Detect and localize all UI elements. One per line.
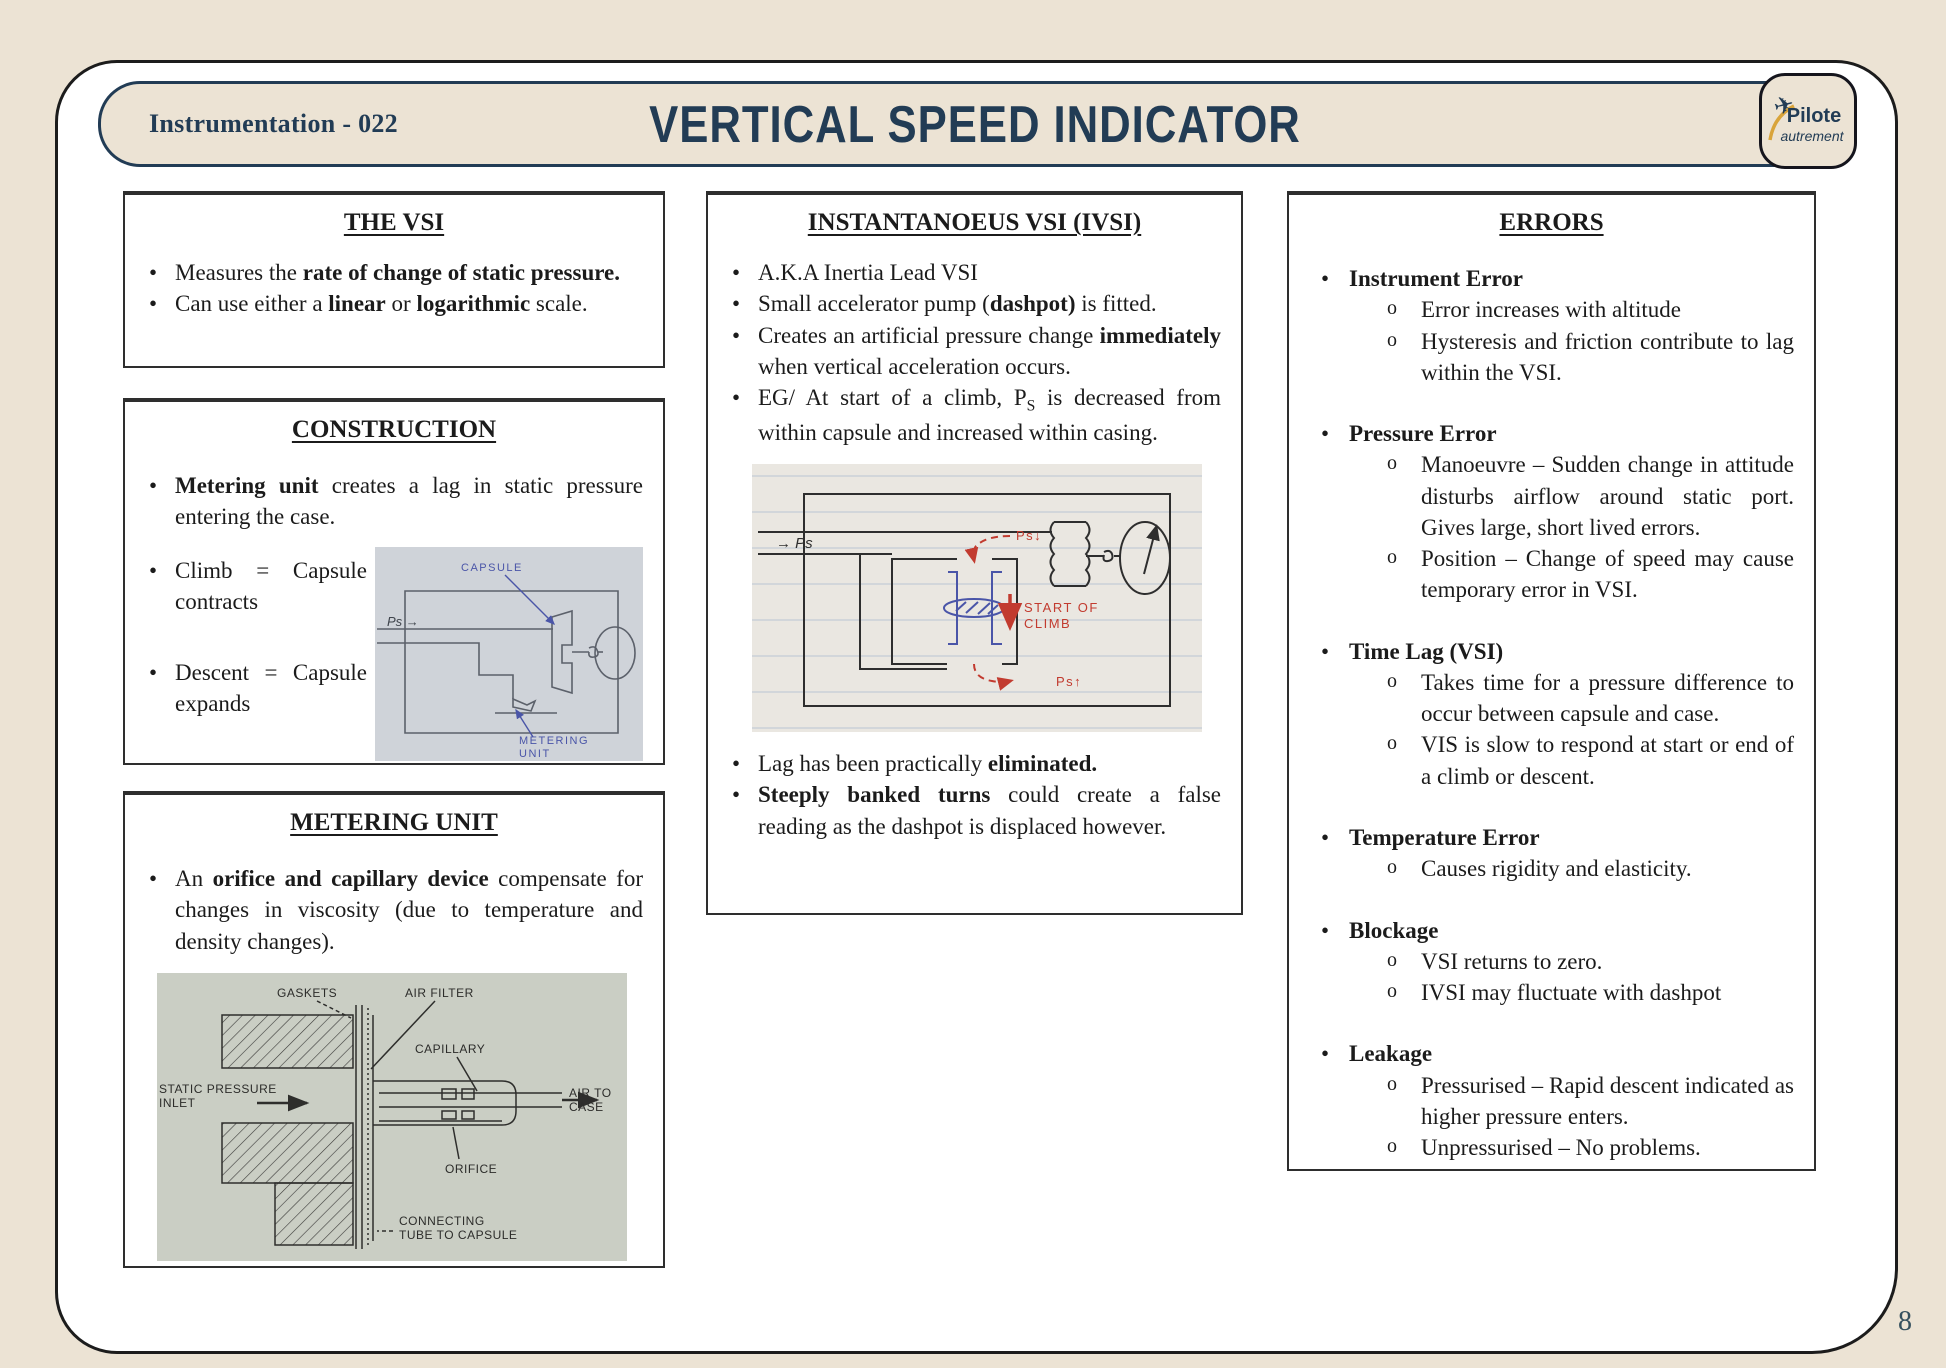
- error-group-head: • Time Lag (VSI): [1309, 636, 1794, 667]
- error-sub-item: o Position – Change of speed may cause temporary error in VSI.: [1309, 543, 1794, 606]
- page-title: VERTICAL SPEED INDICATOR: [649, 94, 1301, 154]
- ivsi-sketch-image: [752, 464, 1202, 732]
- orifice-label: ORIFICE: [445, 1161, 498, 1176]
- metering-unit-figure-image: [157, 973, 627, 1261]
- error-group-head: • Blockage: [1309, 915, 1794, 946]
- gaskets-label: GASKETS: [277, 985, 338, 1000]
- construction-text-col: [145, 547, 375, 761]
- error-group-head: • Temperature Error: [1309, 822, 1794, 853]
- course-code: Instrumentation - 022: [149, 109, 398, 138]
- ivsi-bullet-4: • EG/ At start of a climb, $P_S$ is decreased from within capsule and increased within casing.: [728, 382, 1221, 448]
- ps-in-label: → Ps: [776, 535, 813, 553]
- start-of-climb-label-2: CLIMB: [1024, 616, 1072, 632]
- construction-bullet-metering: • Metering unit creates a lag in static pressure entering the case.: [145, 470, 643, 533]
- vsi-bullet-2: • Can use either a linear or logarithmic scale.: [145, 288, 643, 319]
- metering-unit-label-2: UNIT: [519, 747, 551, 760]
- error-sub-item: o VIS is slow to respond at start or end of a climb or descent.: [1309, 729, 1794, 792]
- logo-badge: [1759, 73, 1857, 169]
- logo-line2: autrement: [1780, 128, 1844, 144]
- page-number: 8: [1898, 1306, 1912, 1337]
- error-group-leakage: [1309, 1038, 1794, 1163]
- metering-bullet: • An orifice and capillary device compensate for changes in viscosity (due to temperature and density changes).: [145, 863, 643, 957]
- ps-label: Ps →: [387, 613, 419, 629]
- error-group-instrument: [1309, 263, 1794, 388]
- capillary-label: CAPILLARY: [415, 1041, 486, 1056]
- box-the-vsi: [123, 191, 665, 368]
- box-errors: [1287, 191, 1816, 1171]
- error-sub-item: o Manoeuvre – Sudden change in attitude disturbs airflow around static port. Gives large, short lived errors.: [1309, 449, 1794, 543]
- box-metering-unit-title: METERING UNIT: [290, 809, 498, 836]
- box-ivsi-title: INSTANTANOEUS VSI (IVSI): [807, 209, 1142, 236]
- error-sub-item: o Takes time for a pressure difference to occur between capsule and case.: [1309, 667, 1794, 730]
- air-filter-label: AIR FILTER: [405, 985, 474, 1000]
- ivsi-bullet-6: • Steeply banked turns could create a false reading as the dashpot is displaced however.: [728, 779, 1221, 842]
- error-group-blockage: [1309, 915, 1794, 1009]
- page-title-wrap: [101, 94, 1849, 154]
- construction-sketch-image: [375, 547, 643, 761]
- metering-unit-label-1: METERING: [519, 734, 590, 747]
- error-group-head: • Leakage: [1309, 1038, 1794, 1069]
- ps-up-label: Ps↑: [1056, 674, 1083, 690]
- ivsi-bullet-5: • Lag has been practically eliminated.: [728, 748, 1221, 779]
- plane-icon: ✈: [1771, 90, 1798, 122]
- construction-content-row: [145, 547, 643, 761]
- box-the-vsi-title: THE VSI: [343, 209, 445, 236]
- header-bar: [98, 81, 1852, 167]
- connecting-label-1: CONNECTING: [399, 1213, 485, 1228]
- static-pressure-label-1: STATIC PRESSURE: [159, 1081, 277, 1096]
- vsi-bullet-1: • Measures the rate of change of static pressure.: [145, 257, 643, 288]
- box-construction-title: CONSTRUCTION: [291, 416, 497, 443]
- ivsi-bullet-2: • Small accelerator pump (dashpot) is fitted.: [728, 288, 1221, 319]
- error-sub-item: o Causes rigidity and elasticity.: [1309, 853, 1794, 884]
- error-sub-item: o VSI returns to zero.: [1309, 946, 1794, 977]
- box-errors-title: ERRORS: [1499, 209, 1604, 236]
- error-group-head: • Pressure Error: [1309, 418, 1794, 449]
- error-group-pressure: [1309, 418, 1794, 606]
- ivsi-bullet-3: • Creates an artificial pressure change immediately when vertical acceleration occurs.: [728, 320, 1221, 383]
- capsule-label: CAPSULE: [461, 561, 523, 574]
- error-group-time-lag: [1309, 636, 1794, 792]
- air-to-case-label-1: AIR TO: [569, 1085, 612, 1100]
- air-to-case-label-2: CASE: [569, 1099, 604, 1114]
- start-of-climb-label-1: START OF: [1024, 600, 1099, 616]
- error-sub-item: o Hysteresis and friction contribute to lag within the VSI.: [1309, 326, 1794, 389]
- box-metering-unit: [123, 791, 665, 1268]
- ivsi-bullet-1: • A.K.A Inertia Lead VSI: [728, 257, 1221, 288]
- error-sub-item: o IVSI may fluctuate with dashpot: [1309, 977, 1794, 1008]
- logo-line1: Pilote: [1786, 105, 1842, 127]
- error-sub-item: o Error increases with altitude: [1309, 294, 1794, 325]
- error-sub-item: o Pressurised – Rapid descent indicated as higher pressure enters.: [1309, 1070, 1794, 1133]
- error-sub-item: o Unpressurised – No problems.: [1309, 1132, 1794, 1163]
- error-group-head: • Instrument Error: [1309, 263, 1794, 294]
- construction-bullet-descent: • Descent = Capsule expands: [145, 657, 367, 720]
- document-card: [55, 60, 1898, 1354]
- static-pressure-label-2: INLET: [159, 1095, 196, 1110]
- box-ivsi: [706, 191, 1243, 915]
- error-group-temperature: [1309, 822, 1794, 885]
- construction-bullet-climb: • Climb = Capsule contracts: [145, 555, 367, 618]
- connecting-label-2: TUBE TO CAPSULE: [399, 1227, 518, 1242]
- ps-down-label: Ps↓: [1016, 528, 1043, 544]
- logo-graphic: [1762, 76, 1848, 160]
- box-construction: [123, 398, 665, 765]
